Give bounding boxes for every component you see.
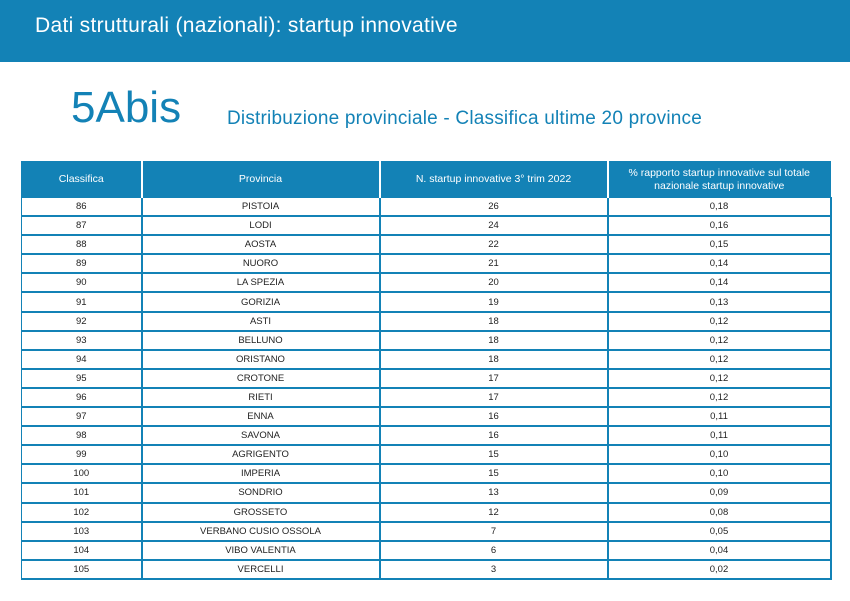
cell-percentage: 0,09	[608, 483, 831, 502]
table-row	[22, 235, 831, 254]
cell-provincia: AOSTA	[142, 235, 380, 254]
cell-startup-count: 12	[380, 503, 608, 522]
cell-provincia: ASTI	[142, 312, 380, 331]
table-row	[22, 198, 831, 217]
cell-provincia: IMPERIA	[142, 464, 380, 483]
cell-startup-count: 7	[380, 522, 608, 541]
table-row	[22, 541, 831, 560]
cell-provincia: LODI	[142, 216, 380, 235]
cell-classifica: 104	[22, 541, 142, 560]
cell-classifica: 103	[22, 522, 142, 541]
cell-percentage: 0,05	[608, 522, 831, 541]
cell-startup-count: 18	[380, 350, 608, 369]
cell-classifica: 99	[22, 445, 142, 464]
cell-startup-count: 16	[380, 407, 608, 426]
cell-startup-count: 26	[380, 198, 608, 217]
cell-startup-count: 3	[380, 560, 608, 579]
cell-classifica: 100	[22, 464, 142, 483]
cell-startup-count: 17	[380, 388, 608, 407]
table-row	[22, 483, 831, 502]
cell-provincia: VERCELLI	[142, 560, 380, 579]
cell-percentage: 0,12	[608, 388, 831, 407]
cell-startup-count: 19	[380, 292, 608, 311]
table-header-row	[22, 162, 831, 198]
cell-classifica: 86	[22, 198, 142, 217]
cell-startup-count: 18	[380, 312, 608, 331]
cell-startup-count: 22	[380, 235, 608, 254]
cell-percentage: 0,12	[608, 312, 831, 331]
table-row	[22, 445, 831, 464]
section-subtitle: Distribuzione provinciale - Classifica ultime 20 province	[227, 108, 702, 129]
cell-classifica: 91	[22, 292, 142, 311]
table-row	[22, 254, 831, 273]
table-row	[22, 503, 831, 522]
cell-classifica: 97	[22, 407, 142, 426]
cell-startup-count: 6	[380, 541, 608, 560]
table-row	[22, 426, 831, 445]
ranking-table	[21, 161, 832, 580]
cell-classifica: 94	[22, 350, 142, 369]
cell-percentage: 0,02	[608, 560, 831, 579]
cell-provincia: CROTONE	[142, 369, 380, 388]
cell-provincia: RIETI	[142, 388, 380, 407]
table-row	[22, 560, 831, 579]
cell-provincia: BELLUNO	[142, 331, 380, 350]
header-bar	[0, 0, 850, 62]
table-row	[22, 216, 831, 235]
table-row	[22, 331, 831, 350]
cell-provincia: GORIZIA	[142, 292, 380, 311]
cell-startup-count: 24	[380, 216, 608, 235]
page-title: Dati strutturali (nazionali): startup innovative	[35, 14, 458, 37]
cell-percentage: 0,10	[608, 445, 831, 464]
cell-startup-count: 20	[380, 273, 608, 292]
cell-percentage: 0,14	[608, 254, 831, 273]
cell-classifica: 95	[22, 369, 142, 388]
cell-percentage: 0,18	[608, 198, 831, 217]
cell-classifica: 93	[22, 331, 142, 350]
cell-classifica: 88	[22, 235, 142, 254]
cell-percentage: 0,12	[608, 350, 831, 369]
column-header-percentage: % rapporto startup innovative sul totale nazionale startup innovative	[608, 162, 831, 198]
table-row	[22, 312, 831, 331]
cell-startup-count: 15	[380, 445, 608, 464]
cell-provincia: ENNA	[142, 407, 380, 426]
cell-startup-count: 17	[380, 369, 608, 388]
cell-classifica: 105	[22, 560, 142, 579]
cell-provincia: AGRIGENTO	[142, 445, 380, 464]
table-row	[22, 388, 831, 407]
cell-classifica: 102	[22, 503, 142, 522]
cell-classifica: 98	[22, 426, 142, 445]
cell-percentage: 0,13	[608, 292, 831, 311]
cell-provincia: ORISTANO	[142, 350, 380, 369]
cell-percentage: 0,12	[608, 369, 831, 388]
table-row	[22, 273, 831, 292]
cell-provincia: SONDRIO	[142, 483, 380, 502]
column-header-classifica: Classifica	[22, 162, 142, 198]
cell-percentage: 0,14	[608, 273, 831, 292]
section-code: 5Abis	[71, 83, 182, 132]
cell-percentage: 0,12	[608, 331, 831, 350]
cell-provincia: VIBO VALENTIA	[142, 541, 380, 560]
table-row	[22, 369, 831, 388]
cell-startup-count: 18	[380, 331, 608, 350]
cell-provincia: LA SPEZIA	[142, 273, 380, 292]
cell-percentage: 0,16	[608, 216, 831, 235]
cell-classifica: 92	[22, 312, 142, 331]
cell-percentage: 0,11	[608, 426, 831, 445]
cell-classifica: 89	[22, 254, 142, 273]
cell-startup-count: 15	[380, 464, 608, 483]
table-body	[22, 198, 831, 579]
cell-classifica: 90	[22, 273, 142, 292]
table-row	[22, 522, 831, 541]
cell-percentage: 0,08	[608, 503, 831, 522]
column-header-provincia: Provincia	[142, 162, 380, 198]
cell-classifica: 87	[22, 216, 142, 235]
cell-percentage: 0,11	[608, 407, 831, 426]
cell-classifica: 96	[22, 388, 142, 407]
cell-provincia: PISTOIA	[142, 198, 380, 217]
cell-provincia: NUORO	[142, 254, 380, 273]
cell-provincia: VERBANO CUSIO OSSOLA	[142, 522, 380, 541]
cell-percentage: 0,04	[608, 541, 831, 560]
cell-provincia: SAVONA	[142, 426, 380, 445]
cell-provincia: GROSSETO	[142, 503, 380, 522]
cell-classifica: 101	[22, 483, 142, 502]
table-row	[22, 407, 831, 426]
table-row	[22, 292, 831, 311]
table-row	[22, 350, 831, 369]
table-row	[22, 464, 831, 483]
cell-percentage: 0,15	[608, 235, 831, 254]
cell-startup-count: 13	[380, 483, 608, 502]
cell-percentage: 0,10	[608, 464, 831, 483]
cell-startup-count: 16	[380, 426, 608, 445]
column-header-startup-count: N. startup innovative 3° trim 2022	[380, 162, 608, 198]
cell-startup-count: 21	[380, 254, 608, 273]
